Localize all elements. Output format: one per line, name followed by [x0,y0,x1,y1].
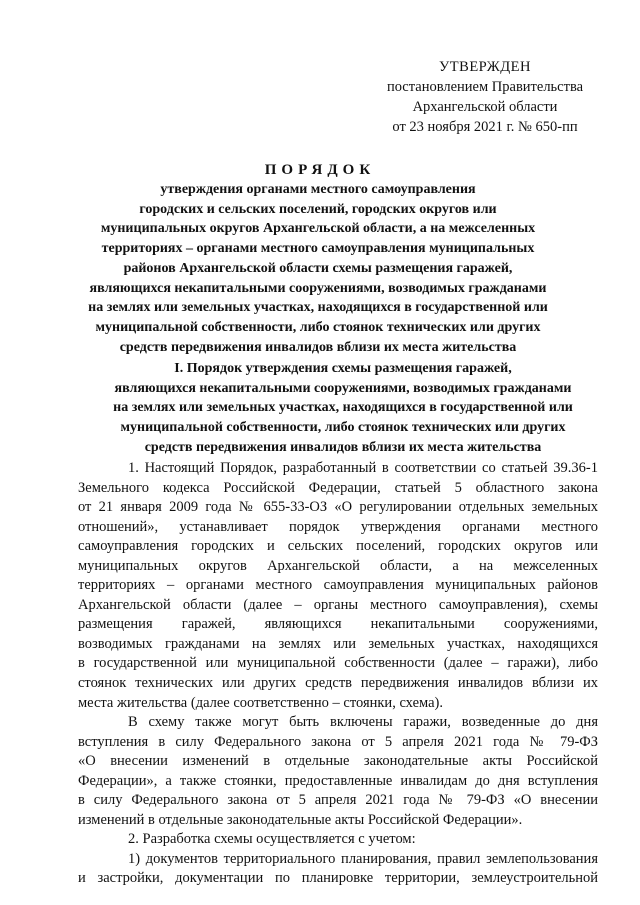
subtitle-line: муниципальной собственности, либо стоянок технических или других [95,319,541,335]
document-subtitle [78,180,558,357]
body-text-line: Федерации», а также стоянки, предоставленные инвалидам до дня вступления [78,772,598,789]
body-text-line: и застройки, документации по планировке территории, землеустроительной [78,870,598,887]
subtitle-line: на землях или земельных участках, находящихся в государственной или [88,300,548,316]
section-heading [78,359,608,458]
body-text-line: «О внесении изменений в отдельные законодательные акты Российской [78,753,598,770]
body-text-line: изменений в отдельные законодательные акты Российской Федерации». [78,811,523,828]
body-text-line: 1) документов территориального планирования, правил землепользования [128,850,598,867]
body-text-line: Архангельской области (далее – органы местного самоуправления), схемы [78,596,598,613]
body-text-line: вступления в силу Федерального закона от 5 апреля 2021 года № 79-ФЗ [78,733,598,750]
body-text-line: стоянок технических или других средств передвижения инвалидов вблизи их [78,675,598,692]
section-heading-line: I. Порядок утверждения схемы размещения гаражей, [174,361,512,376]
subtitle-line: территориях – органами местного самоуправления муниципальных [101,241,535,257]
subtitle-line: городских и сельских поселений, городских округов или [139,201,497,217]
approval-heading: УТВЕРЖДЕН [439,59,531,75]
subtitle-line: муниципальных округов Архангельской области, а на межселенных [100,221,536,237]
section-heading-line: на землях или земельных участках, находящихся в государственной или [113,400,573,416]
body-text-line: 2. Разработка схемы осуществляется с учетом: [128,831,416,848]
approval-stamp [360,57,610,137]
body-text-line: места жительства (далее соответственно – стоянки, схема). [78,694,443,711]
body-text-line: отношений», устанавливает порядок утверждения органами местного [78,518,598,535]
approval-line: постановлением Правительства [386,79,584,95]
section-heading-line: являющихся некапитальными сооружениями, возводимых гражданами [114,380,572,396]
subtitle-line: районов Архангельской области схемы размещения гаражей, [123,260,513,276]
document-title: ПОРЯДОК [264,162,376,178]
approval-line: от 23 ноября 2021 г. № 650-пп [392,119,578,135]
subtitle-line: утверждения органами местного самоуправления [160,182,476,197]
body-text-line: размещения гаражей, являющихся некапитальными сооружениями, [78,616,598,633]
body-text-line: муниципальных округов Архангельской области, а на межселенных [78,557,598,574]
body-text [78,459,598,889]
body-text-line: от 21 января 2009 года № 655-33-ОЗ «О регулировании отдельных земельных [78,499,598,516]
body-text-line: Земельного кодекса Российской Федерации, статьей 5 областного закона [78,479,598,496]
body-text-line: возводимых гражданами на землях или земельных участках, находящихся [78,635,598,652]
section-heading-line: средств передвижения инвалидов вблизи их места жительства [144,439,542,455]
section-heading-line: муниципальной собственности, либо стоянок технических или других [120,420,566,436]
body-text-line: в государственной или муниципальной собственности (далее – гаражи), либо [78,655,598,672]
subtitle-line: являющихся некапитальными сооружениями, возводимых гражданами [89,280,547,296]
body-text-line: 1. Настоящий Порядок, разработанный в соответствии со статьей 39.36-1 [128,460,598,476]
body-text-line: в силу Федерального закона от 5 апреля 2021 года № 79-ФЗ «О внесении [78,792,598,809]
body-text-line: В схему также могут быть включены гаражи, возведенные до дня [128,714,598,731]
approval-line: Архангельской области [412,99,558,115]
subtitle-line: средств передвижения инвалидов вблизи их места жительства [119,339,517,355]
body-text-line: самоуправления городских и сельских поселений, городских округов или [78,538,598,555]
body-text-line: территориях – органами местного самоуправления муниципальных районов [78,577,598,594]
